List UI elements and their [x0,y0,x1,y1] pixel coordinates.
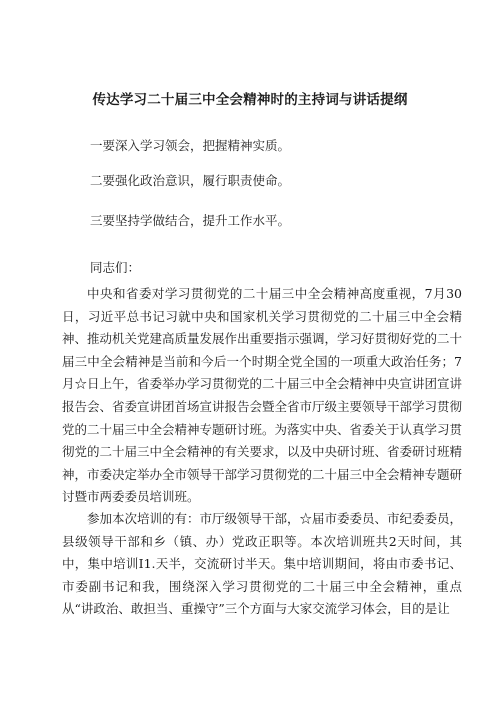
document-title: 传达学习二十届三中全会精神时的主持词与讲话提纲 [92,92,408,108]
outline-point-3: 三要坚持学做结合，提升工作水平。 [90,213,291,228]
body-paragraph-1: 中央和省委对学习贯彻党的二十届三中全会精神高度重视，7月30日，习近平总书记习就中央和国家机关学习贯彻党的二十届三中全会精神、推动机关党建高质量发展作出重要指示强调，学习好贯彻好党的二十届三中全会精神是当前和今后一个时期全党全国的一项重大政治任务；7月☆日上午，省委举办学习贯彻党的二十届三中全会精神中央宣讲团宣讲报告会、省委宣讲团首场宣讲报告会暨全省市厅级主要领导干部学习贯彻党的二十届三中全会精神专题研讨班。为落实中央、省委关于认真学习贯彻党的二十届三中全会精神的有关要求，以及中央研讨班、省委研讨班精神，市委决定举办全市领导干部学习贯彻党的二十届三中全会精神专题研讨暨市两委委员培训班。 [62,286,463,505]
salutation: 同志们： [90,260,141,275]
outline-point-1: 一要深入学习领会，把握精神实质。 [90,138,291,153]
outline-point-2: 二要强化政治意识，履行职责使命。 [90,173,291,188]
body-paragraph-2: 参加本次培训的有：市厅级领导干部，☆届市委委员、市纪委委员，县级领导干部和乡（镇、办）党政正职等。本次培训班共2天时间，其中，集中培训I1.天半，交流研讨半天。集中培训期间，将由市委书记、市委副书记和我，围绕深入学习贯彻党的二十届三中全会精神，重点从“讲政治、敢担当、重操守”三个方面与大家交流学习体会，目的是让 [62,511,463,617]
